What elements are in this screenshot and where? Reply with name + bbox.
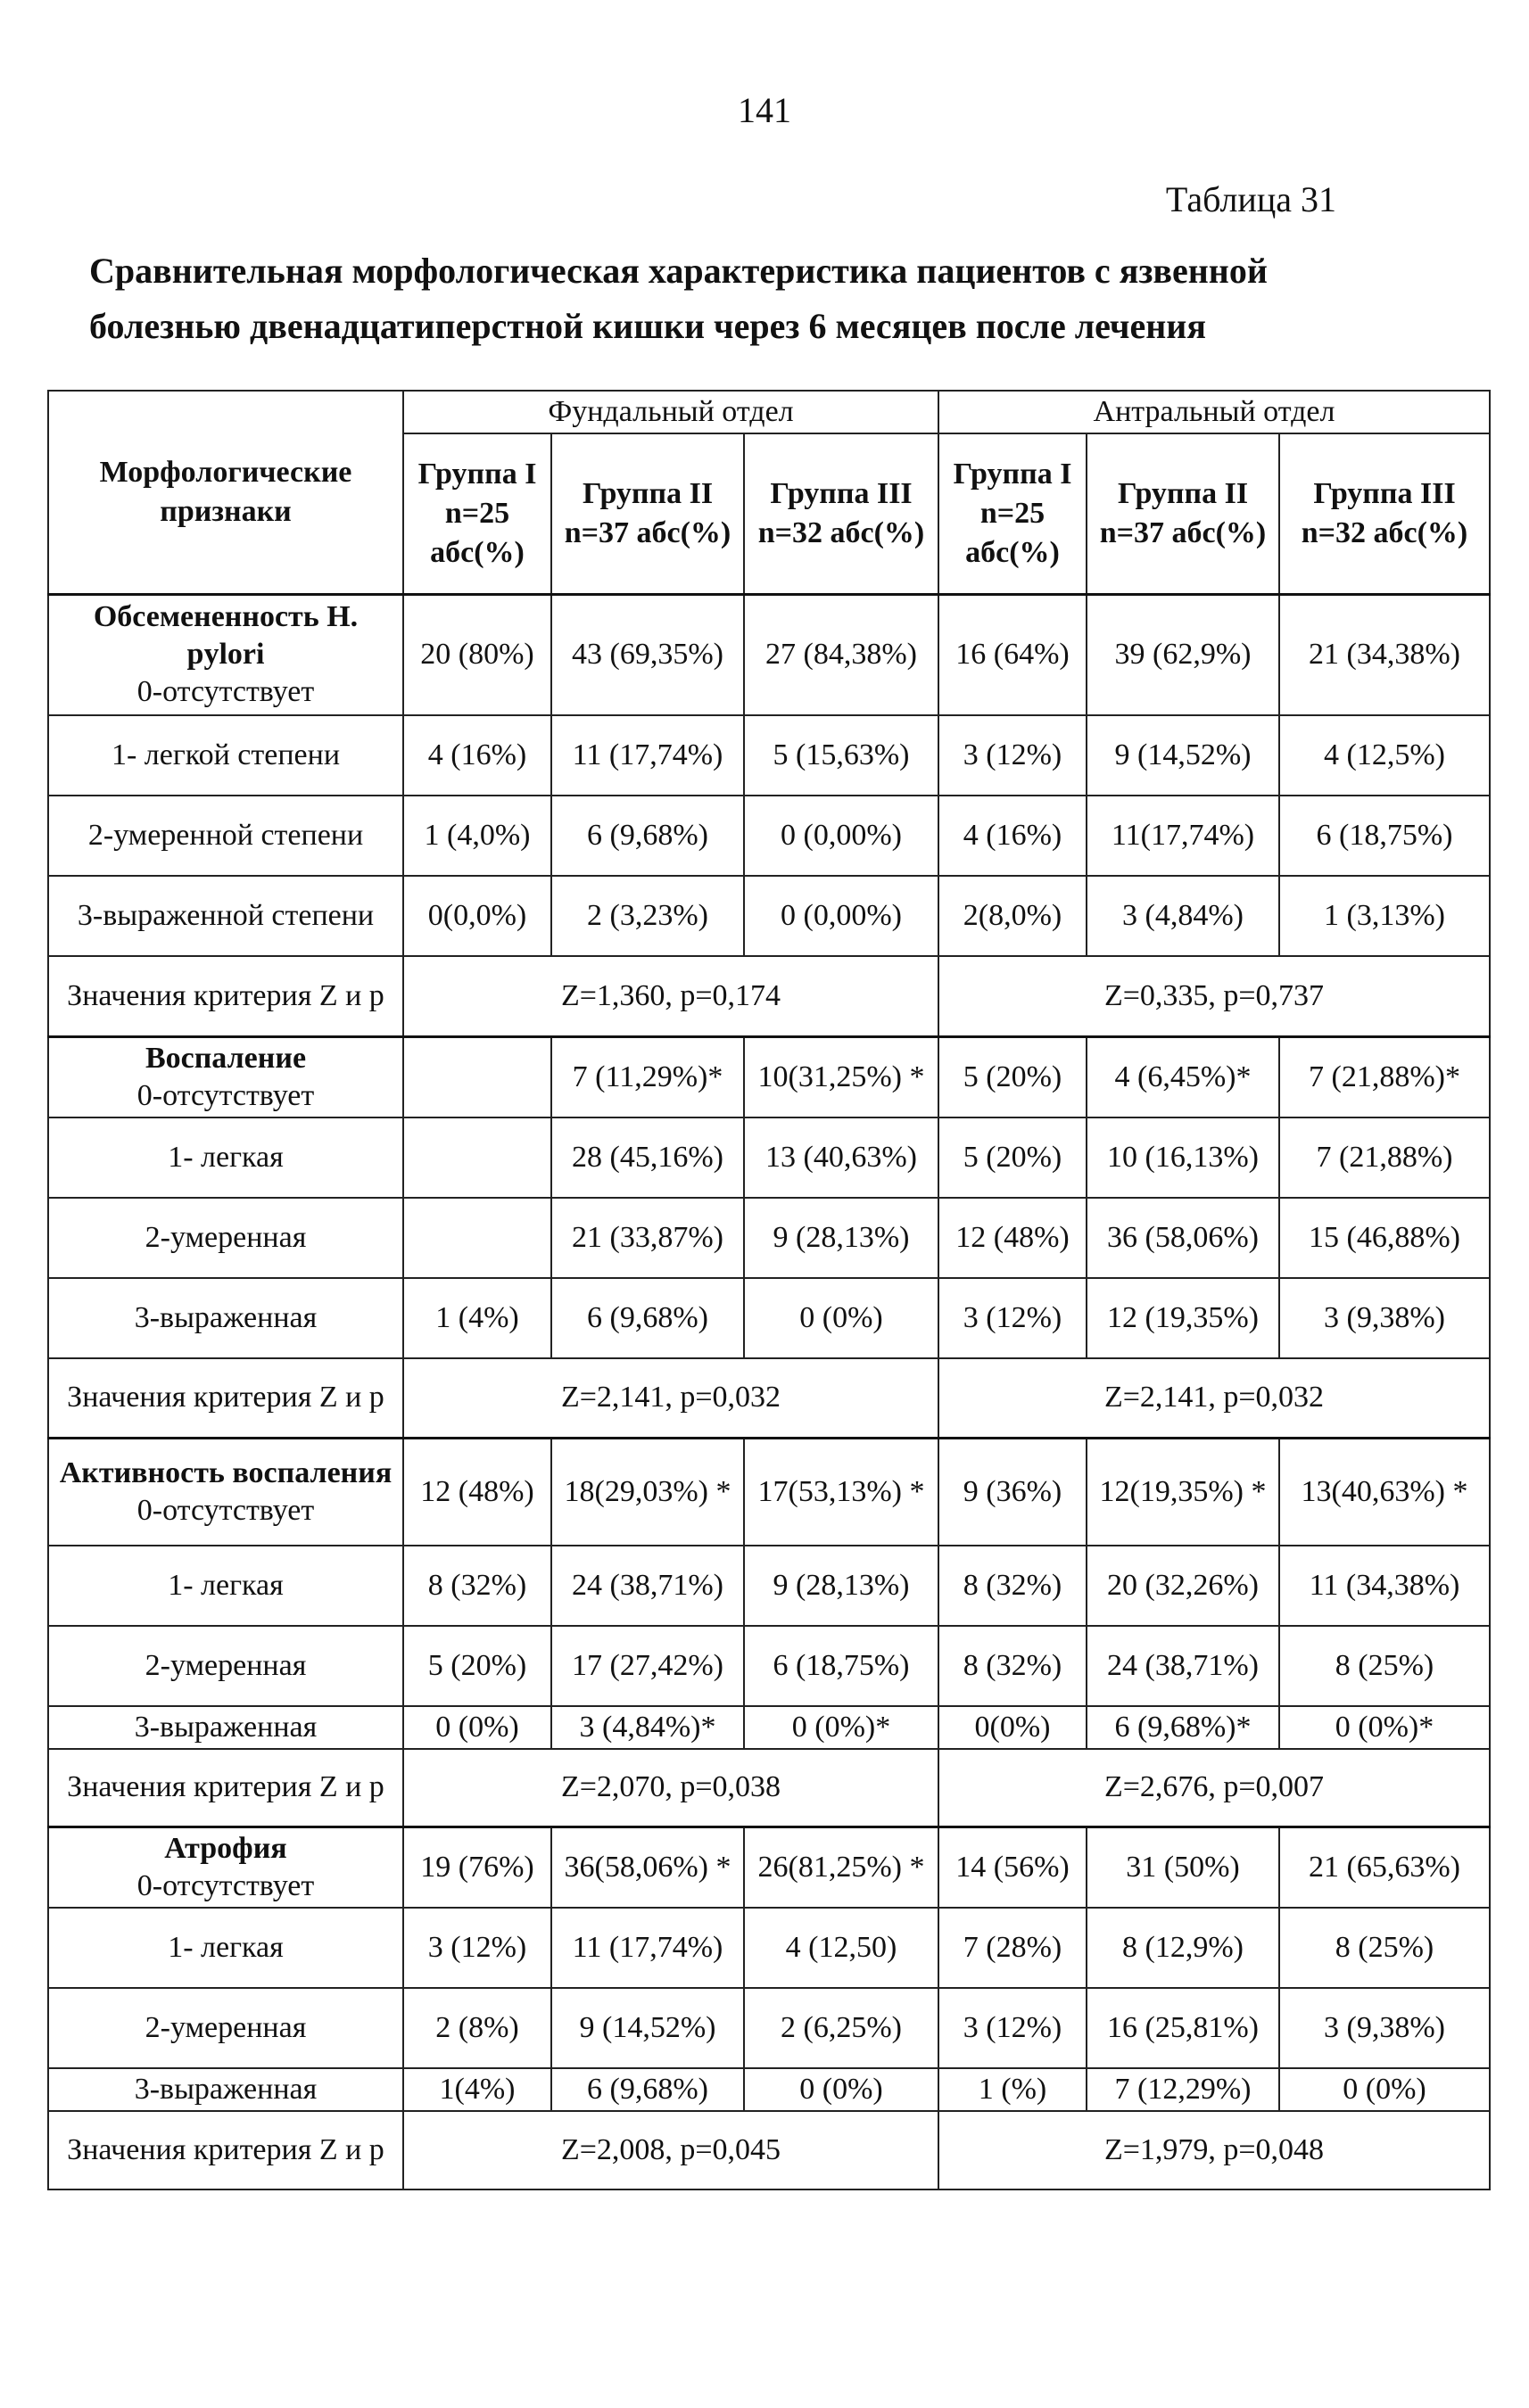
data-cell: 10 (16,13%) bbox=[1087, 1117, 1279, 1198]
data-cell: 2 (3,23%) bbox=[551, 876, 744, 956]
z-criterion-label: Значения критерия Z и р bbox=[48, 1749, 403, 1827]
z-criterion-row bbox=[48, 956, 1490, 1036]
row-label: 1- легкой степени bbox=[48, 715, 403, 796]
data-cell: 14 (56%) bbox=[938, 1827, 1087, 1909]
table-row bbox=[48, 1198, 1490, 1278]
data-cell: 11 (17,74%) bbox=[551, 715, 744, 796]
data-cell: 9 (14,52%) bbox=[1087, 715, 1279, 796]
group-header: Группа III n=32 абс(%) bbox=[744, 433, 938, 594]
z-criterion-label: Значения критерия Z и р bbox=[48, 1358, 403, 1439]
row-label: 1- легкая bbox=[48, 1117, 403, 1198]
row-label-text: 0-отсутствует bbox=[136, 1869, 315, 1902]
data-cell: 3 (12%) bbox=[938, 715, 1087, 796]
data-cell: 1 (%) bbox=[938, 2068, 1087, 2111]
row-label: 1- легкая bbox=[48, 1908, 403, 1988]
data-cell: 39 (62,9%) bbox=[1087, 594, 1279, 715]
data-cell: 31 (50%) bbox=[1087, 1827, 1279, 1909]
z-fundal-value: Z=2,070, p=0,038 bbox=[403, 1749, 938, 1827]
data-cell: 9 (28,13%) bbox=[744, 1198, 938, 1278]
data-cell: 7 (28%) bbox=[938, 1908, 1087, 1988]
data-cell: 12 (19,35%) bbox=[1087, 1278, 1279, 1358]
row-label: 3-выраженной степени bbox=[48, 876, 403, 956]
data-cell: 0 (0%) bbox=[1279, 2068, 1490, 2111]
data-cell: 0 (0%) bbox=[744, 1278, 938, 1358]
table-label: Таблица 31 bbox=[1165, 179, 1336, 219]
fundal-department-header: Фундальный отдел bbox=[403, 391, 938, 433]
data-cell: 6 (18,75%) bbox=[744, 1626, 938, 1706]
data-cell: 3 (4,84%) bbox=[1087, 876, 1279, 956]
table-row bbox=[48, 876, 1490, 956]
group-header: Группа II n=37 абс(%) bbox=[1087, 433, 1279, 594]
data-cell: 1(4%) bbox=[403, 2068, 551, 2111]
data-cell: 5 (20%) bbox=[938, 1036, 1087, 1117]
table-row bbox=[48, 1908, 1490, 1988]
data-cell: 8 (32%) bbox=[403, 1546, 551, 1626]
data-cell: 4 (16%) bbox=[938, 796, 1087, 876]
group-header: Группа I n=25 абс(%) bbox=[403, 433, 551, 594]
data-cell: 19 (76%) bbox=[403, 1827, 551, 1909]
data-cell: 7 (11,29%)* bbox=[551, 1036, 744, 1117]
data-cell: 3 (12%) bbox=[938, 1988, 1087, 2068]
data-cell: 0 (0,00%) bbox=[744, 796, 938, 876]
section-name: Обсемененность H. pylori bbox=[93, 600, 359, 672]
row-label: 3-выраженная bbox=[48, 1706, 403, 1749]
row-label: 2-умеренная bbox=[48, 1626, 403, 1706]
table-row bbox=[48, 1827, 1490, 1909]
row-label-text: 0-отсутствует bbox=[136, 675, 315, 709]
z-fundal-value: Z=1,360, p=0,174 bbox=[403, 956, 938, 1036]
data-cell: 9 (28,13%) bbox=[744, 1546, 938, 1626]
data-cell: 6 (9,68%) bbox=[551, 796, 744, 876]
feature-column-header: Морфологические признаки bbox=[48, 391, 403, 594]
data-cell bbox=[403, 1198, 551, 1278]
row-label bbox=[48, 594, 403, 715]
table-row bbox=[48, 1706, 1490, 1749]
section-name: Атрофия bbox=[164, 1832, 287, 1865]
data-cell: 3 (9,38%) bbox=[1279, 1278, 1490, 1358]
z-antral-value: Z=1,979, p=0,048 bbox=[938, 2111, 1490, 2189]
section-name: Активность воспаления bbox=[59, 1456, 393, 1489]
data-cell: 0 (0%)* bbox=[1279, 1706, 1490, 1749]
group-header: Группа III n=32 абс(%) bbox=[1279, 433, 1490, 594]
z-criterion-row bbox=[48, 2111, 1490, 2189]
data-cell: 20 (32,26%) bbox=[1087, 1546, 1279, 1626]
table-row bbox=[48, 1117, 1490, 1198]
z-criterion-label: Значения критерия Z и р bbox=[48, 2111, 403, 2189]
data-cell: 0 (0%)* bbox=[744, 1706, 938, 1749]
data-cell bbox=[403, 1117, 551, 1198]
data-cell: 4 (12,5%) bbox=[1279, 715, 1490, 796]
data-cell: 20 (80%) bbox=[403, 594, 551, 715]
table-row bbox=[48, 2068, 1490, 2111]
data-cell: 3 (12%) bbox=[403, 1908, 551, 1988]
table-row bbox=[48, 715, 1490, 796]
data-cell: 4 (12,50) bbox=[744, 1908, 938, 1988]
data-cell bbox=[403, 1036, 551, 1117]
data-cell: 8 (32%) bbox=[938, 1546, 1087, 1626]
data-cell: 9 (36%) bbox=[938, 1439, 1087, 1546]
data-cell: 4 (6,45%)* bbox=[1087, 1036, 1279, 1117]
row-label: 2-умеренная bbox=[48, 1988, 403, 2068]
data-cell: 11 (34,38%) bbox=[1279, 1546, 1490, 1626]
z-antral-value: Z=2,141, p=0,032 bbox=[938, 1358, 1490, 1439]
data-cell: 5 (20%) bbox=[938, 1117, 1087, 1198]
data-cell: 8 (12,9%) bbox=[1087, 1908, 1279, 1988]
data-cell: 21 (33,87%) bbox=[551, 1198, 744, 1278]
data-cell: 3 (4,84%)* bbox=[551, 1706, 744, 1749]
data-cell: 7 (21,88%)* bbox=[1279, 1036, 1490, 1117]
data-cell: 16 (64%) bbox=[938, 594, 1087, 715]
data-cell: 1 (4,0%) bbox=[403, 796, 551, 876]
group-header: Группа II n=37 абс(%) bbox=[551, 433, 744, 594]
data-cell: 0(0,0%) bbox=[403, 876, 551, 956]
data-cell: 8 (32%) bbox=[938, 1626, 1087, 1706]
antral-department-header: Антральный отдел bbox=[938, 391, 1490, 433]
data-cell: 1 (4%) bbox=[403, 1278, 551, 1358]
data-cell: 9 (14,52%) bbox=[551, 1988, 744, 2068]
data-cell: 17(53,13%) * bbox=[744, 1439, 938, 1546]
table-row bbox=[48, 594, 1490, 715]
row-label: 1- легкая bbox=[48, 1546, 403, 1626]
data-cell: 2(8,0%) bbox=[938, 876, 1087, 956]
data-cell: 27 (84,38%) bbox=[744, 594, 938, 715]
group-header: Группа I n=25 абс(%) bbox=[938, 433, 1087, 594]
row-label: 2-умеренная bbox=[48, 1198, 403, 1278]
morphology-table bbox=[47, 390, 1491, 2190]
data-cell: 6 (9,68%) bbox=[551, 2068, 744, 2111]
table-title bbox=[89, 246, 1481, 357]
data-cell: 6 (18,75%) bbox=[1279, 796, 1490, 876]
data-cell: 26(81,25%) * bbox=[744, 1827, 938, 1909]
z-antral-value: Z=2,676, p=0,007 bbox=[938, 1749, 1490, 1827]
data-cell: 0(0%) bbox=[938, 1706, 1087, 1749]
z-criterion-row bbox=[48, 1749, 1490, 1827]
data-cell: 3 (12%) bbox=[938, 1278, 1087, 1358]
row-label: 3-выраженная bbox=[48, 1278, 403, 1358]
data-cell: 11(17,74%) bbox=[1087, 796, 1279, 876]
data-cell: 2 (8%) bbox=[403, 1988, 551, 2068]
table-row bbox=[48, 796, 1490, 876]
data-cell: 12 (48%) bbox=[403, 1439, 551, 1546]
data-cell: 15 (46,88%) bbox=[1279, 1198, 1490, 1278]
page-number: 141 bbox=[738, 90, 791, 130]
data-cell: 1 (3,13%) bbox=[1279, 876, 1490, 956]
data-cell: 12(19,35%) * bbox=[1087, 1439, 1279, 1546]
data-cell: 4 (16%) bbox=[403, 715, 551, 796]
z-antral-value: Z=0,335, p=0,737 bbox=[938, 956, 1490, 1036]
data-cell: 18(29,03%) * bbox=[551, 1439, 744, 1546]
row-label bbox=[48, 1036, 403, 1117]
table-row bbox=[48, 1278, 1490, 1358]
row-label: 2-умеренной степени bbox=[48, 796, 403, 876]
data-cell: 24 (38,71%) bbox=[1087, 1626, 1279, 1706]
data-cell: 13(40,63%) * bbox=[1279, 1439, 1490, 1546]
data-cell: 0 (0%) bbox=[403, 1706, 551, 1749]
section-name: Воспаление bbox=[145, 1041, 307, 1075]
table-row bbox=[48, 1988, 1490, 2068]
data-cell: 7 (12,29%) bbox=[1087, 2068, 1279, 2111]
data-cell: 13 (40,63%) bbox=[744, 1117, 938, 1198]
data-cell: 0 (0%) bbox=[744, 2068, 938, 2111]
data-cell: 7 (21,88%) bbox=[1279, 1117, 1490, 1198]
data-cell: 6 (9,68%) bbox=[551, 1278, 744, 1358]
table-row bbox=[48, 1036, 1490, 1117]
data-cell: 36(58,06%) * bbox=[551, 1827, 744, 1909]
data-cell: 21 (34,38%) bbox=[1279, 594, 1490, 715]
title-line: Сравнительная морфологическая характеристика пациентов с язвенной bbox=[89, 251, 1268, 291]
data-cell: 8 (25%) bbox=[1279, 1908, 1490, 1988]
row-label-text: 0-отсутствует bbox=[136, 1493, 315, 1527]
table-row bbox=[48, 1626, 1490, 1706]
row-label-text: 0-отсутствует bbox=[136, 1078, 315, 1112]
data-cell: 24 (38,71%) bbox=[551, 1546, 744, 1626]
data-cell: 0 (0,00%) bbox=[744, 876, 938, 956]
data-cell: 17 (27,42%) bbox=[551, 1626, 744, 1706]
data-cell: 12 (48%) bbox=[938, 1198, 1087, 1278]
row-label: 3-выраженная bbox=[48, 2068, 403, 2111]
z-fundal-value: Z=2,008, p=0,045 bbox=[403, 2111, 938, 2189]
data-cell: 16 (25,81%) bbox=[1087, 1988, 1279, 2068]
data-cell: 10(31,25%) * bbox=[744, 1036, 938, 1117]
data-cell: 8 (25%) bbox=[1279, 1626, 1490, 1706]
z-fundal-value: Z=2,141, p=0,032 bbox=[403, 1358, 938, 1439]
data-cell: 5 (15,63%) bbox=[744, 715, 938, 796]
data-cell: 36 (58,06%) bbox=[1087, 1198, 1279, 1278]
z-criterion-label: Значения критерия Z и р bbox=[48, 956, 403, 1036]
data-cell: 3 (9,38%) bbox=[1279, 1988, 1490, 2068]
data-cell: 2 (6,25%) bbox=[744, 1988, 938, 2068]
table-row bbox=[48, 1546, 1490, 1626]
data-cell: 6 (9,68%)* bbox=[1087, 1706, 1279, 1749]
data-cell: 11 (17,74%) bbox=[551, 1908, 744, 1988]
z-criterion-row bbox=[48, 1358, 1490, 1439]
data-cell: 43 (69,35%) bbox=[551, 594, 744, 715]
data-cell: 5 (20%) bbox=[403, 1626, 551, 1706]
row-label bbox=[48, 1827, 403, 1909]
title-line: болезнью двенадцатиперстной кишки через 6 месяцев после лечения bbox=[89, 306, 1206, 346]
table-row bbox=[48, 1439, 1490, 1546]
row-label bbox=[48, 1439, 403, 1546]
data-cell: 28 (45,16%) bbox=[551, 1117, 744, 1198]
data-cell: 21 (65,63%) bbox=[1279, 1827, 1490, 1909]
